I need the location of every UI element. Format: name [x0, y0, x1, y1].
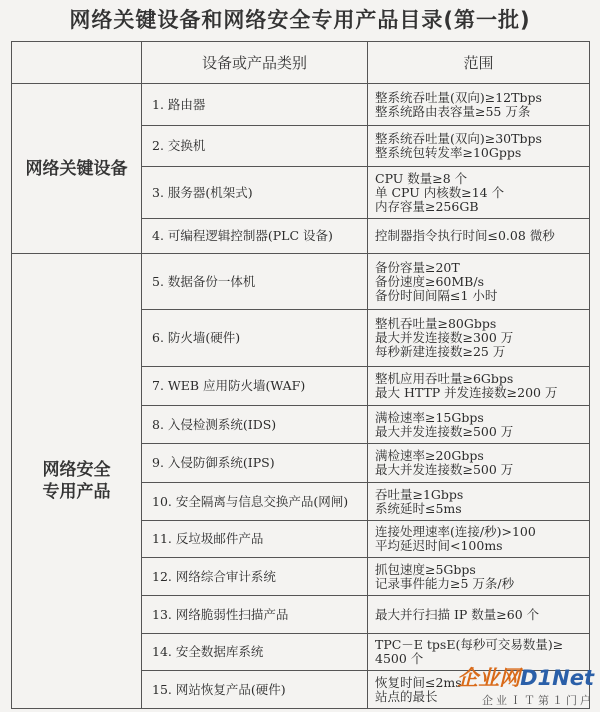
group-label-network-key-devices: 网络关键设备: [12, 84, 142, 254]
item-range: 控制器指令执行时间≤0.08 微秒: [368, 219, 590, 254]
item-name: 3. 服务器(机架式): [142, 167, 368, 219]
item-name: 10. 安全隔离与信息交换产品(网闸): [142, 483, 368, 521]
item-range: 满检速率≥20Gbps 最大并发连接数≥500 万: [368, 444, 590, 483]
item-name: 5. 数据备份一体机: [142, 254, 368, 310]
watermark-logo: [457, 662, 594, 692]
item-range: 整系统吞吐量(双向)≥12Tbps 整系统路由表容量≥55 万条: [368, 84, 590, 126]
watermark-brand-en: D1Net: [520, 666, 594, 690]
header-range: 范围: [368, 42, 590, 84]
watermark-brand-cn: 企业网: [457, 666, 521, 690]
table-header-row: [12, 42, 590, 84]
table-row: [12, 84, 590, 126]
item-range: TPC－E tpsE(每秒可交易数量)≥ 4500 个: [368, 634, 590, 671]
item-name: 9. 入侵防御系统(IPS): [142, 444, 368, 483]
item-name: 7. WEB 应用防火墙(WAF): [142, 367, 368, 406]
item-name: 8. 入侵检测系统(IDS): [142, 406, 368, 444]
item-name: 4. 可编程逻辑控制器(PLC 设备): [142, 219, 368, 254]
group-label-security-products: 网络安全 专用产品: [12, 254, 142, 709]
item-name: 13. 网络脆弱性扫描产品: [142, 596, 368, 634]
item-range: 整机吞吐量≥80Gbps 最大并发连接数≥300 万 每秒新建连接数≥25 万: [368, 310, 590, 367]
item-range: 最大并行扫描 IP 数量≥60 个: [368, 596, 590, 634]
item-name: 6. 防火墙(硬件): [142, 310, 368, 367]
item-name: 14. 安全数据库系统: [142, 634, 368, 671]
product-catalog-table: [11, 41, 590, 709]
item-name: 11. 反垃圾邮件产品: [142, 521, 368, 558]
d1net-watermark: [457, 662, 594, 708]
item-name: 1. 路由器: [142, 84, 368, 126]
table-row: [12, 254, 590, 310]
item-range: CPU 数量≥8 个 单 CPU 内核数≥14 个 内存容量≥256GB: [368, 167, 590, 219]
item-name: 15. 网站恢复产品(硬件): [142, 671, 368, 709]
item-range: 备份容量≥20T 备份速度≥60MB/s 备份时间间隔≤1 小时: [368, 254, 590, 310]
item-range: 恢复时间≤2ms 站点的最长: [368, 671, 590, 709]
item-name: 12. 网络综合审计系统: [142, 558, 368, 596]
item-range: 吞吐量≥1Gbps 系统延时≤5ms: [368, 483, 590, 521]
item-name: 2. 交换机: [142, 126, 368, 167]
item-range: 抓包速度≥5Gbps 记录事件能力≥5 万条/秒: [368, 558, 590, 596]
item-range: 连接处理速率(连接/秒)>100 平均延迟时间<100ms: [368, 521, 590, 558]
item-range: 整系统吞吐量(双向)≥30Tbps 整系统包转发率≥10Gpps: [368, 126, 590, 167]
item-range: 整机应用吞吐量≥6Gbps 最大 HTTP 并发连接数≥200 万: [368, 367, 590, 406]
item-range: 满检速率≥15Gbps 最大并发连接数≥500 万: [368, 406, 590, 444]
header-category: 设备或产品类别: [142, 42, 368, 84]
header-empty: [12, 42, 142, 84]
watermark-tagline: 企业ＩＴ第１门户: [482, 694, 594, 707]
page-title: 网络关键设备和网络安全专用产品目录(第一批): [69, 8, 531, 32]
